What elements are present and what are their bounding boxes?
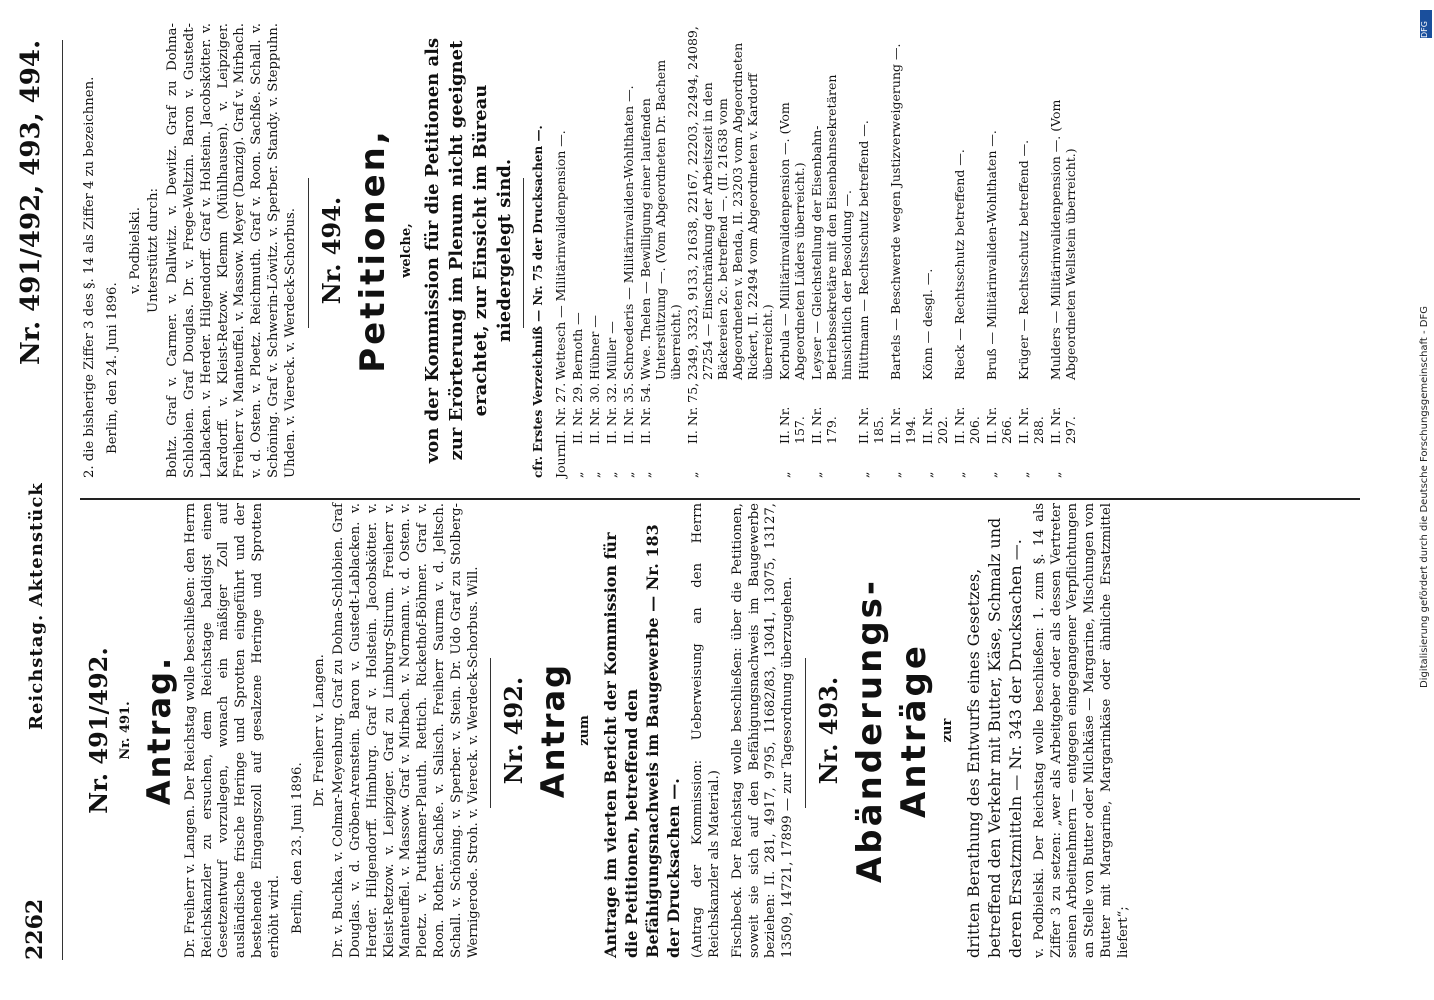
petition-text: Müller — bbox=[604, 321, 620, 380]
section-492-subject: Antrage im vierten Bericht der Kommission für die Petitionen, betreffend den Befähigungsnachweis im Baugewerbe — Nr. 183 der Drucksachen —. bbox=[601, 524, 684, 958]
petition-journal-mark: „ bbox=[604, 471, 620, 478]
section-491-signer: Dr. Freiherr v. Langen. bbox=[312, 654, 328, 807]
petition-text: Wwe. Thelen — Bewilligung einer laufenden Unterstützung —. (Vom Abgeordneten Dr. Bachem überreicht.) bbox=[638, 59, 684, 380]
section-494-heading: Petitionen, bbox=[352, 128, 393, 373]
petition-item bbox=[1048, 23, 1078, 478]
petition-text: Schroederis — Militärinvaliden-Wohlthaten —. bbox=[621, 85, 637, 380]
dfg-logo-text: DFG bbox=[1420, 21, 1429, 38]
petition-text: Hübner — bbox=[587, 315, 603, 380]
petition-journal-mark: „ bbox=[777, 471, 793, 478]
petition-item bbox=[856, 23, 886, 478]
page-number: 2262 bbox=[22, 898, 48, 960]
running-header bbox=[8, 40, 58, 960]
header-title: Reichstag. Aktenstück bbox=[26, 482, 47, 730]
petition-number: II. Nr. 75, bbox=[685, 382, 701, 444]
petition-text: 2349, 3323, 9133, 21638, 22167, 22203, 22494, 24089, 27254 — Einschränkung der Arbeitszeit in den Bäckereien 2c. betreffend —. (II. 21638 vom Abgeordneten v. Benda, II. 23203 vom Abgeordneten Rickert, II. 22494 vom Abgeordneten v. Kardorff überreicht.) bbox=[685, 26, 776, 380]
section-491-492-number: Nr. 491/492. bbox=[84, 647, 113, 814]
petition-item bbox=[920, 23, 950, 478]
section-491-supporters: Dr. v. Buchka. v. Colmar-Meyenburg. Graf zu Dohna-Schlobien. Graf Douglas. v. d. Gröben-Arenstein. Baron v. Gustedt-Lablacken. v. Herder. Hilgendorff. Himburg. Graf v. Holstein. Jacobskötter. v. Kleist-Retzow. v. Leipziger. Graf zu Limburg-Stirum. Freiherr v. Manteuffel. v. Massow. Graf v. Mirbach. v. Normann. v. d. Osten. v. Ploetz. v. Puttkamer-Plauth. Rettich. Rickethof-Böhmer. Graf v. Roon. Rother. Sachße. v. Salisch. Freiherr Saurma v. d. Jeltsch. Schall. v. Schöning. v. Sperber. v. Stein. Dr. Udo Graf zu Stolberg-Wernigerode. Stroh. v. Viereck. v. Werdeck-Schorbus. Will. bbox=[331, 503, 481, 958]
petition-text: Bruß — Militärinvaliden-Wohlthaten —. bbox=[984, 130, 1000, 380]
petition-journal-mark: „ bbox=[621, 471, 637, 478]
petition-number: II. Nr. 266. bbox=[984, 406, 1015, 444]
petition-number: II. Nr. 27. bbox=[553, 382, 569, 444]
section-separator bbox=[523, 178, 524, 328]
section-493-date: Berlin, den 24. Juni 1896. bbox=[104, 282, 120, 454]
petition-item bbox=[809, 23, 854, 478]
petition-number: II. Nr. 297. bbox=[1048, 406, 1079, 444]
petition-number: II. Nr. 288. bbox=[1016, 406, 1047, 444]
petition-journal-mark: „ bbox=[1016, 471, 1032, 478]
petition-text: Mulders — Militärinvalidenpension —. (Vom Abgeordneten Wellstein überreicht.) bbox=[1048, 99, 1079, 380]
section-493-supporters: Bohtz. Graf v. Carmer. v. Dallwitz. v. Dewitz. Graf zu Dohna-Schlobien. Graf Douglas. Dr. v. Frege-Weltzin. Baron v. Gustedt-Lablacken. v. Herder. Hilgendorff. Graf v. Holstein. Jacobskötter. v. Kardorff. v. Kleist-Retzow. Klemm (Mühlhausen). v. Leipziger. Freiherr v. Manteuffel. v. Massow. Meyer (Danzig). Graf v. Mirbach. v. d. Osten. v. Ploetz. Reichmuth. Graf v. Roon. Sachße. Schall. v. Schöning. Graf v. Schwerin-Löwitz. v. Sperber. Standy. v. Steppuhn. Uhden. v. Viereck. v. Werdeck-Schorbus. bbox=[165, 23, 298, 478]
petition-text: Bernoth — bbox=[570, 312, 586, 380]
petition-number: II. Nr. 194. bbox=[888, 406, 919, 444]
section-491-heading: Antrag. bbox=[139, 655, 178, 806]
petition-journal-mark: „ bbox=[856, 471, 872, 478]
petition-item bbox=[777, 23, 807, 478]
petition-number: II. Nr. 206. bbox=[952, 406, 983, 444]
petition-text: Krüger — Rechtsschutz betreffend —. bbox=[1016, 139, 1032, 380]
petition-text: Korbula — Militärinvalidenpension —. (Vom Abgeordneten Lüders überreicht.) bbox=[777, 102, 808, 380]
petition-item bbox=[621, 23, 636, 478]
petition-journal-mark: „ bbox=[685, 471, 701, 478]
petition-item bbox=[604, 23, 619, 478]
petition-text: Hüttmann — Rechtsschutz betreffend —. bbox=[856, 120, 872, 380]
section-493-heading: Abänderungs-Anträge bbox=[849, 577, 934, 884]
left-column bbox=[80, 503, 1139, 958]
section-493-support-label: Unterstützt durch: bbox=[146, 188, 162, 313]
petition-item bbox=[984, 23, 1014, 478]
section-493-number: Nr. 493. bbox=[813, 676, 843, 785]
petition-item bbox=[685, 23, 775, 478]
petition-journal-mark: „ bbox=[638, 471, 654, 478]
petition-text: Bartels — Beschwerde wegen Justizverweigerung —. bbox=[888, 43, 904, 380]
petition-number: II. Nr. 185. bbox=[856, 406, 887, 444]
petition-list bbox=[553, 23, 1078, 478]
section-494-welche: welche, bbox=[398, 223, 414, 278]
petition-journal-mark: „ bbox=[920, 471, 936, 478]
petition-number: II. Nr. 30. bbox=[587, 382, 603, 444]
header-document-numbers: Nr. 491/492, 493, 494. bbox=[16, 40, 46, 366]
dfg-credit-text: Digitalisierung gefördert durch die Deutsche Forschungsgemeinschaft - DFG bbox=[1419, 306, 1430, 689]
section-493-continuation: 2. die bisherige Ziffer 3 des §. 14 als Ziffer 4 zu bezeichnen. bbox=[82, 76, 97, 478]
petition-number: II. Nr. 32. bbox=[604, 382, 620, 444]
petition-number: II. Nr. 179. bbox=[809, 406, 840, 444]
right-column bbox=[80, 23, 1080, 478]
section-separator bbox=[805, 658, 806, 808]
section-493-motion-text: v. Podbielski. Der Reichstag wolle beschließen: 1. zum §. 14 als Ziffer 3 zu setzen: „wer als Arbeitgeber oder als dessen Vertreter seinen Arbeitnehmern — entgegen eingegangener Verpflichtungen an Stelle von Butter oder Milchkäse — Margarine, Mischungen von Butter mit Margarine, Margarinkäse oder ähnliche Ersatzmittel liefert“; bbox=[1031, 503, 1131, 958]
section-492-motion-text: Fischbeck. Der Reichstag wolle beschließen: über die Petitionen, soweit sie sich auf den Befähigungsnachweis im Baugewerbe beziehen: II. 281, 4917, 9795, 11682/83, 13041, 13075, 13127, 13509, 14721, 17899 — zur Tagesordnung überzugehen. bbox=[729, 503, 796, 958]
petition-text: Rieck — Rechtsschutz betreffend —. bbox=[952, 149, 968, 380]
section-491-subnumber: Nr. 491. bbox=[118, 701, 133, 760]
petition-number: II. Nr. 157. bbox=[777, 406, 808, 444]
petition-number: II. Nr. 54. bbox=[638, 382, 654, 444]
petition-item bbox=[570, 23, 585, 478]
petition-number: II. Nr. 202. bbox=[920, 406, 951, 444]
petition-journal-mark: „ bbox=[587, 471, 603, 478]
petition-journal-mark: „ bbox=[952, 471, 968, 478]
section-493-subject: dritten Berathung des Entwurfs eines Gesetzes, betreffend den Verkehr mit Butter, Käse, Schmalz und deren Ersatzmitteln — Nr. 343 der Drucksachen —. bbox=[963, 517, 1025, 958]
petition-journal-mark: „ bbox=[888, 471, 904, 478]
petition-item bbox=[587, 23, 602, 478]
column-divider bbox=[80, 498, 1360, 500]
section-494-subject: von der Kommission für die Petitionen als zur Erörterung im Plenum nicht geeignet erachtet, zur Einsicht im Büreau niedergelegt sind. bbox=[422, 37, 516, 464]
petition-journal-mark: „ bbox=[1048, 471, 1064, 478]
petition-item bbox=[952, 23, 982, 478]
petition-item bbox=[553, 23, 568, 478]
petition-item bbox=[888, 23, 918, 478]
section-493-signer: v. Podbielski. bbox=[127, 207, 143, 294]
digitization-credit bbox=[1418, 8, 1432, 988]
petition-text: Leyser — Gleichstellung der Eisenbahn-Betriebssekretäre mit den Eisenbahnsekretären hinsichtlich der Besoldung —. bbox=[809, 74, 855, 380]
section-separator bbox=[490, 658, 491, 808]
petition-text: Könn — desgl. —. bbox=[920, 268, 936, 380]
section-492-zum: zum bbox=[577, 715, 593, 746]
dfg-logo bbox=[1420, 10, 1432, 38]
section-492-heading: Antrag bbox=[534, 662, 573, 799]
petition-list-intro: cfr. Erstes Verzeichniß — Nr. 75 der Drucksachen —. bbox=[531, 125, 546, 478]
section-491-motion-text: Dr. Freiherr v. Langen. Der Reichstag wolle beschließen: den Herrn Reichskanzler zu ersuchen, dem Reichstage baldigst einen Gesetzentwurf vorzulegen, wonach ein mäßiger Zoll auf ausländische frische Heringe und Sprotten eingeführt und der bestehende Eingangszoll auf gesalzene Heringe und Sprotten erhöht wird. bbox=[182, 503, 282, 958]
section-491-date: Berlin, den 23. Juni 1896. bbox=[289, 762, 305, 934]
header-rule bbox=[62, 40, 63, 960]
petition-number: II. Nr. 29. bbox=[570, 382, 586, 444]
petition-journal-mark: „ bbox=[984, 471, 1000, 478]
petition-journal-mark: Journ. bbox=[553, 439, 569, 478]
petition-item bbox=[638, 23, 683, 478]
section-492-number: Nr. 492. bbox=[499, 676, 529, 785]
petition-journal-mark: „ bbox=[809, 471, 825, 478]
section-493-zur: zur bbox=[939, 718, 955, 743]
section-494-number: Nr. 494. bbox=[316, 196, 346, 305]
section-492-commission-note: (Antrag der Kommission: Ueberweisung an den Herrn Reichskanzler als Material.) bbox=[690, 503, 722, 958]
petition-item bbox=[1016, 23, 1046, 478]
petition-journal-mark: „ bbox=[570, 471, 586, 478]
petition-text: Wettesch — Militärinvalidenpension —. bbox=[553, 130, 569, 380]
section-separator bbox=[308, 178, 309, 328]
petition-number: II. Nr. 35. bbox=[621, 382, 637, 444]
